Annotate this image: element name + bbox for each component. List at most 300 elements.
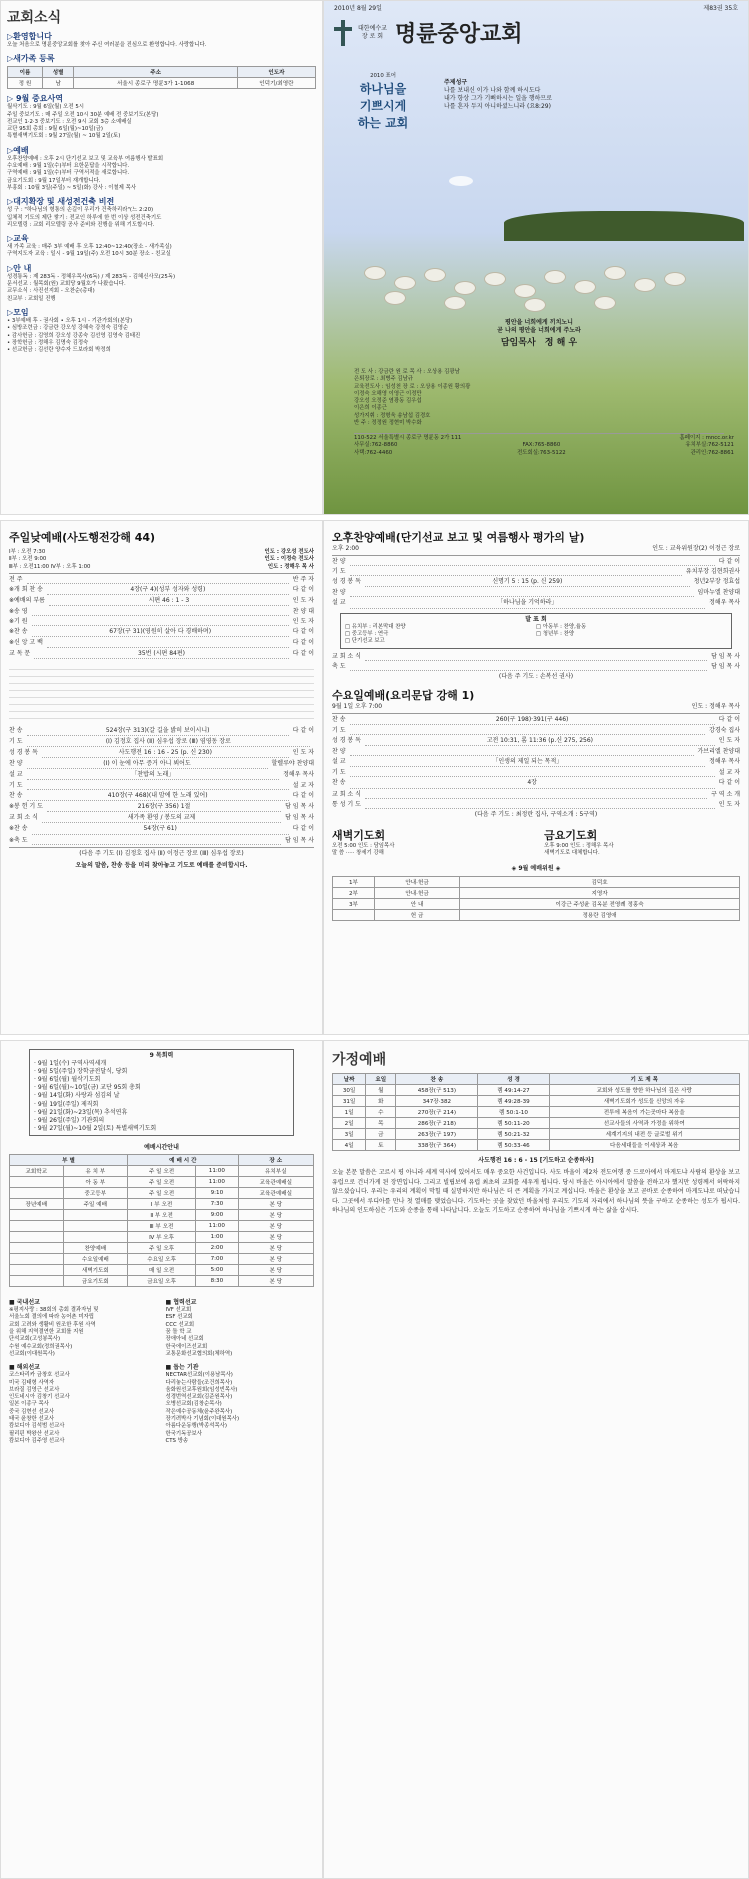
- order-row: [332, 558, 740, 566]
- table-cell: 장년예배: [10, 1199, 64, 1210]
- table-cell: 렘 49:14-27: [478, 1085, 549, 1096]
- table-row: [10, 1166, 314, 1177]
- list-item: 브라질 김영근 선교사: [9, 1386, 60, 1393]
- order-content: 67장(구 31)(영원히 살아 다 경배하며): [32, 628, 289, 637]
- table-header-row: [333, 1074, 740, 1085]
- list-item: · 9월 14일(화) 사랑과 섬김의 날: [34, 1092, 120, 1100]
- panel-cover: [323, 0, 749, 515]
- table-cell: 7:30: [196, 1199, 239, 1210]
- order-content: 시편 46 : 1 - 3: [49, 597, 289, 606]
- order-content: 4장: [350, 779, 715, 788]
- list: [7, 156, 316, 192]
- service-leader: 인도 : 교육위원장(2) 이정근 장로: [652, 545, 740, 552]
- order-row: [332, 737, 740, 746]
- order-content: 216장(구 356) 1절: [47, 803, 281, 812]
- list-item: 구역예배 : 9월 1일(수)부터 구역서적을 새로합니다.: [7, 170, 130, 177]
- list-item: 아름다운동행(박종석목사): [165, 1423, 227, 1430]
- list-item: 캄보디아 김석범 선교사: [9, 1423, 65, 1430]
- list-item: 서울노회 결의에 따라 농어촌 미자립: [9, 1314, 94, 1321]
- section-title: 가정예배: [332, 1052, 387, 1068]
- cover-date: 2010년 8월 29일: [334, 5, 382, 12]
- section-worship: ▷예배: [7, 145, 29, 155]
- table-cell: 2:00: [196, 1243, 239, 1254]
- table-cell: [333, 909, 375, 920]
- order-row: [9, 782, 314, 790]
- table-cell: 찬양예배: [63, 1243, 127, 1254]
- order-person: 담 임 목 사: [285, 836, 314, 844]
- order-row: [332, 568, 740, 576]
- table-cell: [10, 1254, 64, 1265]
- table-cell: [63, 1221, 127, 1232]
- table-cell: 이강근 주성윤 김옥분 전영례 정홍숙: [460, 898, 740, 909]
- order-item: ※송 영: [9, 608, 28, 616]
- report-item: □ 유치부 : 리본막대 찬양: [345, 623, 406, 630]
- order-item: 성 경 봉 독: [9, 748, 38, 756]
- order-person: 청년2부장 정효섭: [693, 578, 740, 586]
- order-row: [9, 628, 314, 637]
- table-cell: 주 일 오전: [128, 1177, 196, 1188]
- family-worship-table: [332, 1073, 740, 1151]
- table-header: 기 도 제 목: [549, 1074, 739, 1085]
- table-header: 장 소: [238, 1155, 313, 1166]
- order-item: 설 교: [332, 599, 346, 607]
- table-header: 요일: [366, 1074, 396, 1085]
- table-cell: 금요기도회: [63, 1276, 127, 1287]
- list-item: 이은희 이종근: [354, 405, 387, 412]
- order-person: 다 같 이: [718, 779, 740, 787]
- table-cell: 교육관예배실: [238, 1188, 313, 1199]
- service-leader: 인도 : 강오성 전도사: [264, 549, 314, 555]
- section-vision: ▷대지확장 및 새성전건축 비전: [7, 197, 115, 207]
- list-item: 필리핀 박왕산 선교사: [9, 1430, 60, 1437]
- table-cell: 렘 50:11-20: [478, 1118, 549, 1129]
- order-content: [32, 837, 282, 845]
- order-person: 다 같 이: [718, 715, 740, 723]
- table-cell: 렘 50:33-46: [478, 1140, 549, 1151]
- panel-church-news: [0, 0, 323, 515]
- order-content: [365, 801, 715, 809]
- order-content: [350, 663, 708, 671]
- list-item: • 3부예배 후 - 권사회 • 오후 1시 - 기관가회의(본당): [7, 317, 133, 324]
- list-item: 성경번역선교회(김준원목사): [165, 1394, 233, 1401]
- list-item: 다리놓는사람들(조건희목사): [165, 1379, 233, 1386]
- table-row: [10, 1199, 314, 1210]
- list-item: 금요기도회 : 9월 17일부터 재개합니다.: [7, 177, 101, 184]
- list-item: 장기려박사 기념회(이대원목사): [165, 1416, 240, 1423]
- table-cell: 교회학교: [10, 1166, 64, 1177]
- order-item: 찬 송: [9, 726, 23, 734]
- order-item: 설 교: [9, 771, 23, 779]
- table-row: [10, 1254, 314, 1265]
- list-item: 교회 고려와 생활비 원조한 후원 사역: [9, 1321, 96, 1328]
- homepage: 홈페이지 : mncc.or.kr: [679, 435, 734, 441]
- table-cell: [10, 1276, 64, 1287]
- order-person: 담 임 목 사: [285, 803, 314, 811]
- list-item: 오병선교회(김창순목사): [165, 1401, 222, 1408]
- table-cell: 2부: [333, 887, 375, 898]
- service-time: 오후 2:00: [332, 545, 359, 552]
- table-cell: 1:00: [196, 1232, 239, 1243]
- table-header: 부 별: [10, 1155, 128, 1166]
- table-cell: 286장(구 218): [396, 1118, 478, 1129]
- table-cell: 렘 49:28-39: [478, 1096, 549, 1107]
- table-header: 날짜: [333, 1074, 366, 1085]
- table-cell: 금요일 오후: [128, 1276, 196, 1287]
- list-item: 친교부 : 교회일 진행: [7, 295, 56, 302]
- order-person: 인 도 자: [718, 800, 740, 808]
- order-row: [9, 727, 314, 736]
- order-person: 다 같 이: [718, 558, 740, 566]
- table-cell: 11:00: [196, 1166, 239, 1177]
- list: [9, 1372, 158, 1445]
- order-person: 정해우 목사: [283, 771, 314, 779]
- list-item: 리모델링 : 교회 리모델링 공사 준비와 진행을 위해 기도합시다.: [7, 221, 155, 228]
- table-cell: 8:30: [196, 1276, 239, 1287]
- order-content: [27, 576, 289, 584]
- order-item: 기 도: [9, 782, 23, 790]
- service-time: Ⅲ부 : 오전11:00 Ⅳ부 : 오후 1:00: [9, 563, 91, 570]
- order-item: 기 도: [9, 737, 23, 745]
- page-title: 교회소식: [7, 10, 62, 26]
- table-cell: 본 당: [238, 1243, 313, 1254]
- sermon-text: 오늘 본문 말씀은 고르시 평 아니라 세계 역사에 있어서도 매우 중요한 사건입니다. 사도 바울이 제2차 전도여행 중 드로아에서 마게도냐 사람의 환상을 보고 유럽으로 건너가게 된 장면입니다. 그리고 빌립보에 유럽 최초의 교회를 세우게 됩니다. 당시 바울은 아시아에서 말씀을 전하고자 했지만 성령께서 허락하지 않으셨습니다. 우리는 우리의 계획이 막힐 때 실망하지만 하나님은 더 큰 계획을 가지고 계십니다. 바울은 환상을 보고 곧바로 순종하여 마게도냐로 떠났습니다. 그곳에서 루디아를 만나 첫 열매를 맺었습니다. 기도하는 곳을 찾았던 바울처럼 우리도 기도의 자리에서 하나님의 뜻을 구하고 순종하는 성도가 됩시다. 하나님의 인도하심은 기도와 순종을 통해 나타납니다. 오늘도 기도하고 순종하여 하나님을 기쁘시게 하는 삶을 삽시다.: [332, 1169, 740, 1215]
- order-content: 사도행전 16 : 16 - 25 (p. 신 230): [42, 749, 289, 758]
- table-cell: Ⅰ 부 오전: [128, 1199, 196, 1210]
- table-cell: 본 당: [238, 1199, 313, 1210]
- list-item: 나를 보내신 이가 나와 함께 하시도다: [444, 87, 541, 95]
- cover-issue: 제83권 35호: [703, 5, 738, 12]
- table-cell: [63, 1232, 127, 1243]
- service-time: Ⅱ부 : 오전 9:00: [9, 556, 47, 563]
- calendar-title: 9 목회력: [149, 1052, 174, 1059]
- order-item: 전 주: [9, 575, 23, 583]
- table-header-row: [10, 1155, 314, 1166]
- table-cell: [63, 1210, 127, 1221]
- order-item: 교 독 문: [9, 649, 31, 657]
- list-item: • 심방조련금 : 강금란 강오성 강혜숙 강정숙 김영순: [7, 325, 129, 332]
- order-person: 할렐루야 찬양대: [271, 759, 314, 767]
- order-person: 다 같 이: [292, 639, 314, 647]
- list-item: 전교인 1·2·3 중보기도 : 오전 9시 교회 3층 소예배실: [7, 118, 132, 125]
- committee-title: ◈ 9월 예배위원 ◈: [511, 865, 561, 873]
- table-header: 인도자: [237, 67, 315, 78]
- order-row: [9, 792, 314, 801]
- table-cell: 주 일 오전: [128, 1166, 196, 1177]
- order-content: [350, 727, 706, 735]
- table-cell: 본 당: [238, 1265, 313, 1276]
- order-content: 410장(구 468)(내 맘에 한 노래 있어): [27, 792, 289, 801]
- mission-title: ■ 국내선교: [9, 1299, 40, 1307]
- table-cell: [10, 1177, 64, 1188]
- list-item: ※평지사랑 : 38회의 총회 결과자님 및: [9, 1307, 99, 1314]
- table-cell: 교육관예배실: [238, 1177, 313, 1188]
- list-item: 인도네시아 김창기 선교사: [9, 1394, 70, 1401]
- order-content: 260(구 198)·391(구 446): [350, 716, 715, 725]
- order-row: [9, 597, 314, 606]
- order-item: 설 교: [332, 758, 346, 766]
- list-item: 한국에이즈선교회: [165, 1343, 208, 1350]
- table-row: [10, 1265, 314, 1276]
- order-row: [9, 749, 314, 758]
- report-item: [536, 638, 727, 645]
- table-cell: Ⅱ 부 오전: [128, 1210, 196, 1221]
- table-row: [333, 1096, 740, 1107]
- table-cell: 11:00: [196, 1221, 239, 1232]
- table-header: 찬 송: [396, 1074, 478, 1085]
- list-item: · 9월 21일(화)~23일(목) 추석연휴: [34, 1108, 128, 1116]
- list-item: 문서선교 : 월목회(원) 교회당 9월호가 나왔습니다.: [7, 281, 126, 288]
- order-row: [9, 803, 314, 812]
- pastor-title: 담임목사: [500, 338, 536, 349]
- table-cell: 본 당: [238, 1232, 313, 1243]
- order-content: 「찬밥의 노래」: [27, 771, 280, 780]
- order-person: 인 도 자: [718, 737, 740, 745]
- order-item: 찬 송: [332, 715, 346, 723]
- order-person: 찬 양 대: [292, 608, 314, 616]
- table-row: [333, 887, 740, 898]
- section-newcomer: ▷새가족 등록: [7, 54, 55, 64]
- table-cell: 270장(구 214): [396, 1107, 478, 1118]
- list-item: 월삭기도 : 9월 6일(월) 오전 5시: [7, 104, 84, 111]
- list-item: 부흥회 : 10월 3일(주일) ~ 5일(화) 강사 : 이철제 목사: [7, 184, 137, 191]
- section-title: 주일낮예배(사도행전강해 44): [9, 531, 156, 544]
- order-content: [350, 568, 682, 576]
- order-person: 담 임 목 사: [285, 814, 314, 822]
- table-row: [333, 876, 740, 887]
- table-row: [333, 1085, 740, 1096]
- order-person: 강경숙 집사: [709, 727, 740, 735]
- service-time: 오전 5:00 인도 : 담임목사: [332, 842, 395, 849]
- table-header: 예 배 시 간: [128, 1155, 239, 1166]
- service-time: 오후 9:00 인도 : 정해우 목사: [544, 842, 614, 849]
- table-cell: [10, 1210, 64, 1221]
- phone: 사무실:762-8860: [354, 442, 398, 449]
- pastor-name: 정 해 우: [544, 338, 578, 349]
- service-time: Ⅰ부 : 오전 7:30: [9, 549, 46, 555]
- order-item: 찬 양: [332, 748, 346, 756]
- order-item: 교 회 소 식: [9, 814, 38, 822]
- motto-label: 2010 표어: [370, 73, 396, 79]
- field-image: [324, 236, 749, 326]
- table-cell: 유치부실: [238, 1166, 313, 1177]
- order-row: [332, 653, 740, 661]
- table-cell: 7:00: [196, 1254, 239, 1265]
- order-content: [32, 618, 289, 626]
- order-row: [332, 663, 740, 671]
- table-cell: 2일: [333, 1118, 366, 1129]
- order-row: [9, 825, 314, 834]
- order-row: [332, 727, 740, 735]
- next-week-prayer: (다음 주 기도 : 손복선 권사): [498, 672, 574, 680]
- panel-sunday-worship: [0, 520, 323, 1035]
- list: [444, 87, 734, 111]
- order-content: [350, 589, 694, 597]
- section-title: 새벽기도회: [332, 828, 386, 842]
- service-text: 말 씀 ····· 창세기 강해: [332, 850, 384, 857]
- table-cell: 안내·헌금: [374, 887, 459, 898]
- order-person: 인 도 자: [292, 597, 314, 605]
- table-row: [333, 1118, 740, 1129]
- table-cell: 중고등부: [63, 1188, 127, 1199]
- list-item: CTS 방송: [165, 1437, 189, 1444]
- order-person: 다 같 이: [292, 628, 314, 636]
- list-item: 주일 중보기도 : 매 주일 오전 10시 30분 예배 전 중보기도(본당): [7, 111, 159, 118]
- phone: 유치부실:762-5121: [685, 442, 734, 449]
- section-title: 오후찬양예배(단기선교 보고 및 여름행사 평가의 날): [332, 531, 585, 544]
- order-content: 54장(구 61): [32, 825, 289, 834]
- order-row: [332, 748, 740, 756]
- order-item: 기 도: [332, 727, 346, 735]
- table-cell: 주 일 오후: [128, 1243, 196, 1254]
- section-meeting: ▷모임: [7, 307, 29, 317]
- peace-line: 곧 나의 평안을 너희에게 주노라: [497, 327, 581, 335]
- table-cell: 유 치 부: [63, 1166, 127, 1177]
- list-item: 움화원선교후원회(임성빈목사): [165, 1386, 238, 1393]
- list-item: 입체적 기도의 제단 쌓기 : 전교인 하루에 한 번 이상 성전건축기도: [7, 214, 162, 221]
- table-row: [10, 1177, 314, 1188]
- next-week-prayer: (다음 주 기도 (Ⅰ) 김정호 집사 (Ⅱ) 이정근 장로 (Ⅲ) 심우섭 장로): [79, 849, 244, 857]
- table-cell: 본 당: [238, 1221, 313, 1232]
- table-cell: 1부: [333, 876, 375, 887]
- order-item: 찬 송: [332, 779, 346, 787]
- table-cell: 헌 금: [374, 909, 459, 920]
- table-cell: 렘 50:1-10: [478, 1107, 549, 1118]
- table-row: [10, 1210, 314, 1221]
- list-item: 나를 혼자 두지 아니하셨느니라 (요8:29): [444, 103, 551, 111]
- table-cell: 지영자: [460, 887, 740, 898]
- list-item: 전 도 사 : 강금란 원 로 목 사 : 오상용 김광남: [354, 369, 460, 375]
- list-item: IVF 선교회: [165, 1307, 192, 1314]
- list-item: 반 주 : 정정원 정현미 박수화: [354, 420, 422, 427]
- order-item: ※예배의 부름: [9, 597, 45, 605]
- service-time: 9월 1일 오후 7:00: [332, 702, 383, 710]
- report-item: □ 중고등부 : 연극: [345, 630, 389, 637]
- section-title: 금요기도회: [544, 828, 598, 842]
- list-item: 태국 윤창한 선교사: [9, 1416, 55, 1423]
- order-person: 설 교 자: [718, 769, 740, 777]
- phone: 사택:762-4460: [354, 449, 393, 456]
- list: [34, 1060, 289, 1133]
- list-item: 장애아네 선교회: [165, 1336, 204, 1343]
- list-item: 강오성 오정준 염광동 김우섭: [354, 398, 422, 405]
- table-cell: 안내·헌금: [374, 876, 459, 887]
- list-item: 교육전도사 : 임성천 장 로 : 오상용 이종원 황의광: [354, 383, 471, 390]
- schedule-table: [9, 1154, 314, 1287]
- order-person: 유치부장 김현희권사: [685, 568, 740, 576]
- phone: 관리인:762-8861: [690, 449, 734, 456]
- motto-line: 하는 교회: [357, 116, 409, 131]
- table-cell: [10, 1243, 64, 1254]
- order-item: 성 경 봉 독: [332, 578, 361, 586]
- list-item: 오후찬양예배 : 오후 2시 단기선교 보고 및 교육부 여름행사 발표회: [7, 155, 164, 162]
- service-leader: 인도 : 이정숙 전도사: [264, 556, 314, 563]
- order-person: 구 역 소 개: [711, 790, 740, 798]
- section-title: 수요일예배(요리문답 강해 1): [332, 688, 475, 702]
- list-item: · 9월 5일(주일) 장학금전달식, 당회: [34, 1068, 128, 1076]
- report-box: [340, 613, 732, 649]
- calendar-box: [29, 1049, 294, 1136]
- list-item: · 9월 26일(주일) 기관회의: [34, 1116, 105, 1124]
- list-item: 새 가족 교육 : 매주 3부 예배 후 오후 12:40~12:40(장소 - 새가족실): [7, 244, 172, 251]
- order-row: [332, 791, 740, 799]
- table-cell: 458장(구 513): [396, 1085, 478, 1096]
- table-row: [333, 1107, 740, 1118]
- section-education: ▷교육: [7, 234, 29, 244]
- order-row: [9, 814, 314, 823]
- list-item: 이정숙 오해영 이영근 이정만: [354, 390, 422, 397]
- fax: FAX:765-8860: [522, 442, 561, 449]
- table-cell: 9:00: [196, 1210, 239, 1221]
- report-item: □ 단기선교 보고: [345, 638, 385, 645]
- order-person: 인 도 자: [292, 618, 314, 626]
- table-cell: 263장(구 197): [396, 1129, 478, 1140]
- order-person: 가브리엘 찬양대: [697, 748, 740, 756]
- list-item: · 9월 19일(주일) 제직회: [34, 1100, 99, 1108]
- list-item: 코스타리카 금창호 선교사: [9, 1372, 70, 1379]
- order-content: [365, 791, 707, 799]
- next-week-prayer: (다음 주 기도 : 최정란 집사, 구역소개 : 5구역): [474, 810, 598, 818]
- table-cell: 교회와 성도를 향한 하나님의 깊은 사랑: [549, 1085, 739, 1096]
- table-cell: 5:00: [196, 1265, 239, 1276]
- table-cell: 선교사들의 사역과 가정을 위하여: [549, 1118, 739, 1129]
- table-cell: [10, 1221, 64, 1232]
- table-cell: 김덕호: [460, 876, 740, 887]
- list-item: 성가지휘 : 정형욱 송남섭 김경호: [354, 412, 431, 419]
- list-item: · 9월 6일(월) 월삭기도회: [34, 1076, 101, 1084]
- time-row: [9, 564, 314, 571]
- table-cell: 화: [366, 1096, 396, 1107]
- list-item: • 선교헌금 : 김선란 양수자 드보라회 박정희: [7, 347, 111, 354]
- section-september: ▷ 9월 중요사역: [7, 94, 63, 104]
- list-item: 교단 95회 총회 : 9월 6일(월)~10일(금): [7, 126, 103, 133]
- order-content: [32, 608, 289, 616]
- report-item: □ 아동부 : 찬양,율동: [536, 623, 587, 630]
- table-header: 성 경: [478, 1074, 549, 1085]
- panel-family-worship: [323, 1040, 749, 1879]
- order-content: 새가족 환영 / 봉도의 교제: [42, 814, 281, 823]
- list-item: 성경통독 : 제 283독 - 정혜우목사(6독) / 제 283독 - 김혜신사모(25독): [7, 273, 176, 280]
- table-cell: 수요일예배: [63, 1254, 127, 1265]
- cross-logo-icon: [334, 20, 352, 46]
- time-row: [9, 556, 314, 563]
- list-item: 교통문화선교협의회(체하역): [165, 1350, 233, 1357]
- table-cell: 338장(구 364): [396, 1140, 478, 1151]
- order-row: [332, 769, 740, 777]
- table-cell: 전투에 복음이 가는곳마다 복음을: [549, 1107, 739, 1118]
- order-person: 담 임 목 사: [711, 662, 740, 670]
- list-item: ESF 선교회: [165, 1314, 193, 1321]
- welcome-text: 오늘 처음으로 명륜중앙교회를 찾아 주신 여러분을 진심으로 환영합니다. 사랑합니다.: [7, 42, 207, 48]
- list-item: • 감사헌금 : 김영희 강오성 강종숙 김선영 김영숙 김태진: [7, 332, 141, 339]
- table-row: [10, 1276, 314, 1287]
- table-cell: 4일: [333, 1140, 366, 1151]
- order-item: 기 도: [332, 769, 346, 777]
- table-row: [10, 1232, 314, 1243]
- denomination-top: 대한예수교: [358, 24, 387, 32]
- order-person: 정해우 목사: [709, 758, 740, 766]
- table-cell: 347장·382: [396, 1096, 478, 1107]
- table-cell: 3부: [333, 898, 375, 909]
- order-row: [9, 760, 314, 769]
- peace-line: 평안을 너희에게 끼치노니: [505, 319, 573, 326]
- order-row: [332, 758, 740, 767]
- order-content: 신명기 5 : 15 (p. 신 259): [365, 578, 690, 587]
- theme-title: 주제성구: [444, 79, 468, 86]
- list: [354, 369, 734, 427]
- section-notice: ▷안 내: [7, 263, 32, 273]
- table-cell: 정용란 김영애: [460, 909, 740, 920]
- table-row: [10, 1188, 314, 1199]
